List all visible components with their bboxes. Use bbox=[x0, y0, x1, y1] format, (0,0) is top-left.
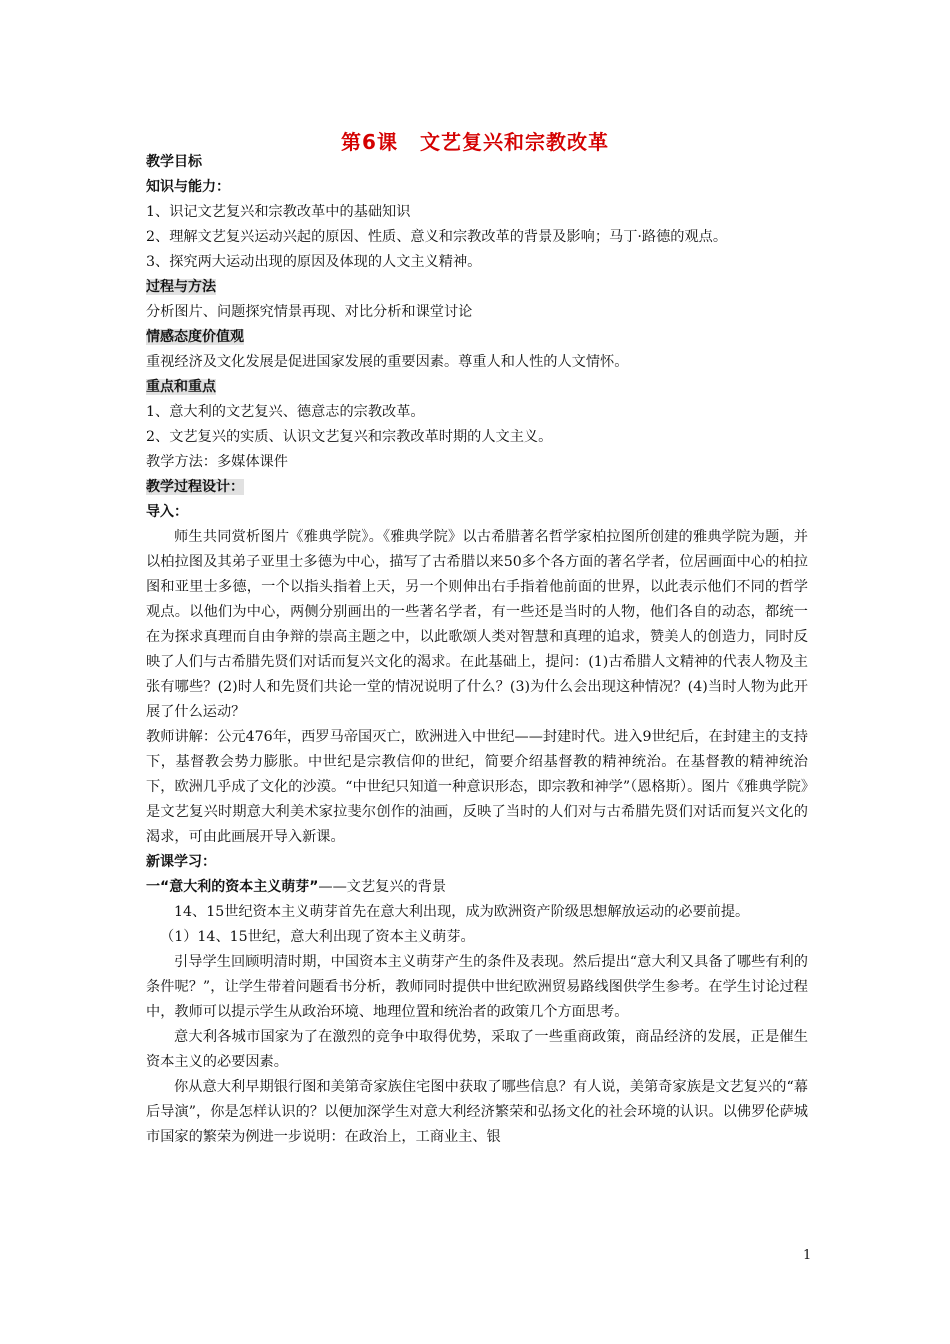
emotion-text: 重视经济及文化发展是促进国家发展的重要因素。尊重人和人性的人文情怀。 bbox=[146, 354, 629, 370]
key-point-item: 1、意大利的文艺复兴、德意志的宗教改革。 bbox=[146, 404, 425, 420]
knowledge-item: 1、识记文艺复兴和宗教改革中的基础知识 bbox=[146, 204, 411, 220]
knowledge-item: 3、探究两大运动出现的原因及体现的人文主义精神。 bbox=[146, 254, 482, 270]
teaching-goals-heading: 教学目标 bbox=[146, 154, 202, 170]
body-paragraph: 意大利各城市国家为了在激烈的竞争中取得优势，采取了一些重商政策，商品经济的发展，正是催生资本主义的必要因素。 bbox=[146, 1029, 808, 1070]
emotion-heading: 情感态度价值观 bbox=[146, 329, 244, 345]
teaching-method: 教学方法：多媒体课件 bbox=[146, 454, 288, 470]
lesson-name: 文艺复兴和宗教改革 bbox=[419, 130, 609, 154]
key-point-item: 2、文艺复兴的实质、认识文艺复兴和宗教改革时期的人文主义。 bbox=[146, 429, 553, 445]
process-design-heading: 教学过程设计： bbox=[146, 479, 244, 495]
document-body bbox=[146, 150, 808, 1150]
teacher-explanation-paragraph: 教师讲解：公元476年，西罗马帝国灭亡，欧洲进入中世纪——封建时代。进入9世纪后，在封建主的支持下，基督教会势力膨胀。中世纪是宗教信仰的世纪，简要介绍基督教的精神统治。在基督教的精神统治下，欧洲几乎成了文化的沙漠。“中世纪只知道一种意识形态，即宗教和神学”（恩格斯）。图片《雅典学院》是文艺复兴时期意大利美术家拉斐尔创作的油画，反映了当时的人们对与古希腊先贤们对话而复兴文化的渴求，可由此画展开导入新课。 bbox=[146, 729, 808, 845]
new-lesson-heading: 新课学习： bbox=[146, 854, 216, 870]
knowledge-item: 2、理解文艺复兴运动兴起的原因、性质、意义和宗教改革的背景及影响；马丁·路德的观点。 bbox=[146, 229, 728, 245]
intro-heading: 导入： bbox=[146, 504, 188, 520]
key-points-heading: 重点和重点 bbox=[146, 379, 216, 395]
section-subtitle: ——文艺复兴的背景 bbox=[318, 879, 447, 895]
knowledge-heading: 知识与能力： bbox=[146, 179, 230, 195]
body-paragraph: （1）14、15世纪，意大利出现了资本主义萌芽。 bbox=[160, 929, 475, 945]
body-paragraph: 14、15世纪资本主义萌芽首先在意大利出现，成为欧洲资产阶级思想解放运动的必要前提。 bbox=[174, 904, 750, 920]
intro-paragraph: 师生共同赏析图片《雅典学院》。《雅典学院》以古希腊著名哲学家柏拉图所创建的雅典学院为题，并以柏拉图及其弟子亚里士多德为中心，描写了古希腊以来50多个各方面的著名学者，位居画面中心的柏拉图和亚里士多德，一个以指头指着上天，另一个则伸出右手指着他前面的世界，以此表示他们不同的哲学观点。以他们为中心，两侧分别画出的一些著名学者，有一些还是当时的人物，他们各自的动态，都统一在为探求真理而自由争辩的崇高主题之中，以此歌颂人类对智慧和真理的追求，赞美人的创造力，同时反映了人们与古希腊先贤们对话而复兴文化的渴求。在此基础上，提问：(1)古希腊人文精神的代表人物及主张有哪些？(2)时人和先贤们共论一堂的情况说明了什么？(3)为什么会出现这种情况？(4)当时人物为此开展了什么运动？ bbox=[146, 529, 808, 720]
page-number: 1 bbox=[803, 1248, 812, 1263]
body-paragraph: 引导学生回顾明清时期，中国资本主义萌芽产生的条件及表现。然后提出“意大利又具备了哪些有利的条件呢？”，让学生带着问题看书分析，教师同时提供中世纪欧洲贸易路线图供学生参考。在学生讨论过程中，教师可以提示学生从政治环境、地理位置和统治者的政策几个方面思考。 bbox=[146, 954, 808, 1020]
body-paragraph: 你从意大利早期银行图和美第奇家族住宅图中获取了哪些信息？有人说，美第奇家族是文艺复兴的“幕后导演”，你是怎样认识的？以便加深学生对意大利经济繁荣和弘扬文化的社会环境的认识。以佛罗伦萨城市国家的繁荣为例进一步说明：在政治上，工商业主、银 bbox=[146, 1079, 808, 1145]
process-heading: 过程与方法 bbox=[146, 279, 216, 295]
section-heading: 一“意大利的资本主义萌芽” bbox=[146, 879, 319, 895]
process-text: 分析图片、问题探究情景再现、对比分析和课堂讨论 bbox=[146, 304, 473, 320]
lesson-number: 第6课 bbox=[341, 130, 398, 154]
